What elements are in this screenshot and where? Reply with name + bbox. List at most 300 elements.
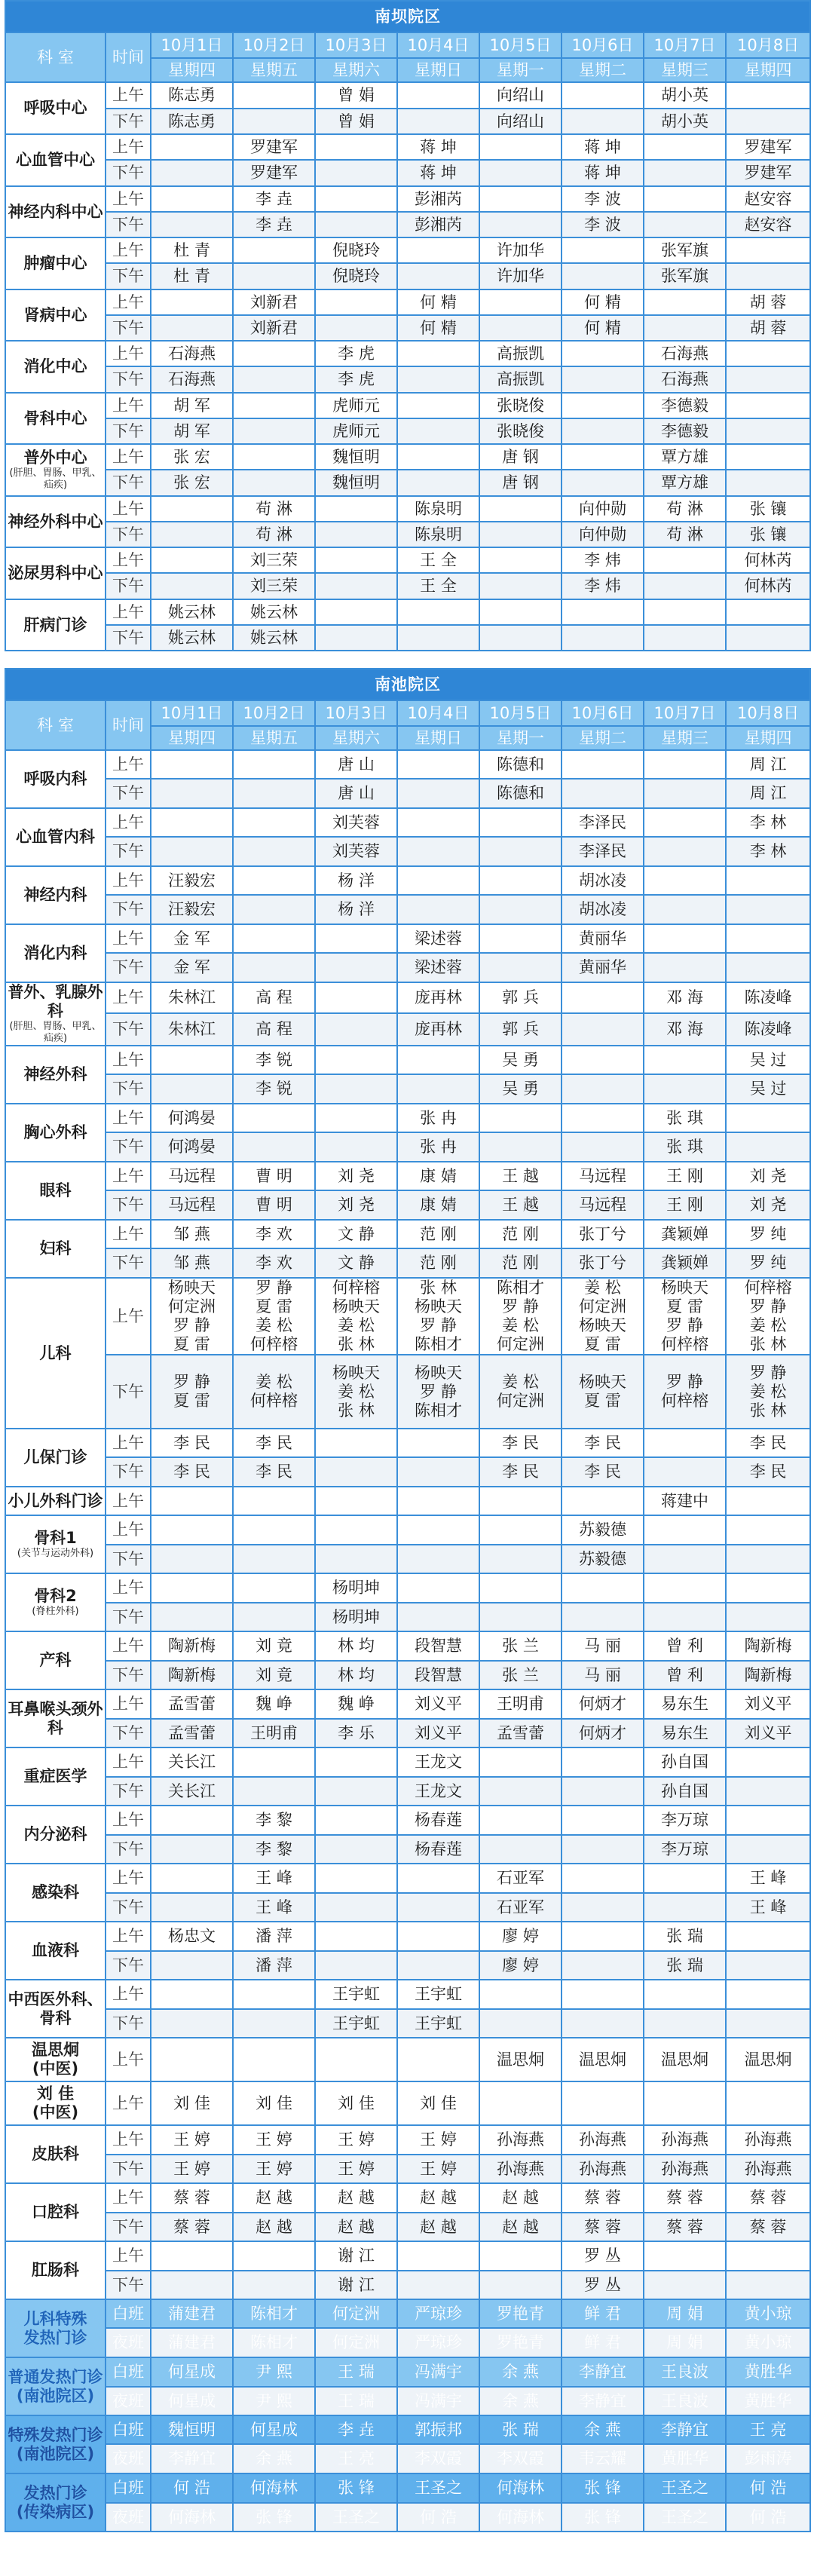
doctor-cell — [726, 953, 810, 982]
doctor-cell — [233, 2038, 315, 2081]
date-header-row — [5, 700, 810, 726]
doctor-cell — [562, 1747, 644, 1777]
doctor-cell: 马远程 — [151, 1190, 233, 1220]
doctor-cell: 何鸿晏 — [151, 1132, 233, 1162]
doctor-cell — [315, 1951, 397, 1980]
doctor-cell — [479, 1487, 562, 1515]
doctor-cell: 马远程 — [562, 1162, 644, 1190]
doctor-cell: 彭湘芮 — [397, 212, 479, 237]
doctor-cell — [562, 418, 644, 444]
department-subtitle: (肝胆、胃肠、甲乳、疝疾) — [9, 467, 102, 491]
doctor-cell — [726, 82, 810, 109]
doctor-cell: 吴 过 — [726, 1046, 810, 1074]
doctor-cell: 唐 山 — [315, 750, 397, 779]
doctor-cell: 王圣之 — [397, 2473, 479, 2503]
doctor-cell: 黄丽华 — [562, 924, 644, 953]
period-label: 上午 — [106, 1689, 151, 1719]
doctor-cell: 苟 淋 — [644, 522, 726, 547]
doctor-cell — [562, 82, 644, 109]
doctor-cell — [479, 289, 562, 315]
doctor-cell: 黄胜华 — [726, 2387, 810, 2415]
doctor-cell: 曾 娟 — [315, 82, 397, 109]
schedule-row — [5, 212, 810, 237]
doctor-cell — [151, 212, 233, 237]
period-label: 下午 — [106, 1190, 151, 1220]
doctor-cell: 张 宏 — [151, 470, 233, 496]
doctor-cell: 向仲勋 — [562, 496, 644, 522]
doctor-cell — [644, 837, 726, 866]
doctor-cell: 李 民 — [726, 1429, 810, 1457]
doctor-cell — [562, 1603, 644, 1631]
doctor-cell: 王宇虹 — [315, 1980, 397, 2009]
department-label: 骨科中心 — [23, 409, 87, 427]
schedule-row — [5, 547, 810, 573]
doctor-cell: 张 镶 — [726, 496, 810, 522]
doctor-cell — [562, 625, 644, 651]
schedule-row — [5, 366, 810, 393]
doctor-cell: 王 峰 — [726, 1864, 810, 1893]
department-name — [5, 496, 106, 547]
doctor-cell — [479, 1806, 562, 1835]
doctor-cell: 邹 燕 — [151, 1248, 233, 1278]
schedule-row — [5, 2183, 810, 2213]
doctor-cell — [151, 2038, 233, 2081]
doctor-cell: 李泽民 — [562, 837, 644, 866]
doctor-cell — [644, 1573, 726, 1603]
doctor-cell: 马远程 — [151, 1162, 233, 1190]
weekday-header: 星期四 — [726, 58, 810, 82]
doctor-cell — [233, 1980, 315, 2009]
schedule-row — [5, 2241, 810, 2271]
doctor-cell: 王龙文 — [397, 1777, 479, 1806]
schedule-row — [5, 2299, 810, 2328]
doctor-cell — [726, 1603, 810, 1631]
doctor-cell: 何梓榕 罗 静 姜 松 张 林 — [726, 1278, 810, 1355]
date-header: 10月4日 — [397, 700, 479, 726]
doctor-cell: 蔡 蓉 — [726, 2183, 810, 2213]
doctor-cell: 李静宜 — [562, 2357, 644, 2387]
department-name — [5, 444, 106, 496]
doctor-cell: 刘 尧 — [726, 1162, 810, 1190]
doctor-cell: 段智慧 — [397, 1631, 479, 1661]
doctor-cell: 孟雪蕾 — [151, 1689, 233, 1719]
period-label: 上午 — [106, 444, 151, 470]
doctor-cell: 陈相才 — [233, 2299, 315, 2328]
department-name — [5, 1162, 106, 1220]
doctor-cell: 倪晓玲 — [315, 237, 397, 263]
doctor-cell — [562, 341, 644, 366]
schedule-row — [5, 109, 810, 134]
department-label: 眼科 — [39, 1181, 72, 1199]
doctor-cell — [233, 953, 315, 982]
weekday-header: 星期四 — [726, 726, 810, 750]
doctor-cell — [315, 1893, 397, 1922]
doctor-cell: 严琼珍 — [397, 2328, 479, 2357]
doctor-cell: 孟雪蕾 — [151, 1719, 233, 1747]
doctor-cell: 林 均 — [315, 1661, 397, 1689]
doctor-cell: 冯满宇 — [397, 2387, 479, 2415]
doctor-cell: 蔡 蓉 — [151, 2183, 233, 2213]
period-label: 下午 — [106, 2213, 151, 2241]
doctor-cell — [644, 953, 726, 982]
doctor-cell — [151, 1806, 233, 1835]
doctor-cell: 杨 洋 — [315, 866, 397, 895]
doctor-cell — [151, 496, 233, 522]
doctor-cell: 罗 静 何梓榕 — [644, 1355, 726, 1429]
doctor-cell — [562, 393, 644, 418]
department-name — [5, 1515, 106, 1573]
doctor-cell: 苏毅德 — [562, 1515, 644, 1545]
schedule-row — [5, 1603, 810, 1631]
doctor-cell: 刘三荣 — [233, 573, 315, 599]
doctor-cell: 石海燕 — [644, 366, 726, 393]
doctor-cell — [151, 1893, 233, 1922]
doctor-cell — [562, 263, 644, 289]
period-column-header: 时间 — [106, 700, 151, 750]
section-title: 南坝院区 — [5, 1, 810, 32]
doctor-cell — [315, 134, 397, 160]
doctor-cell: 杨映天 姜 松 张 林 — [315, 1355, 397, 1429]
period-label: 下午 — [106, 953, 151, 982]
schedule-row — [5, 1545, 810, 1573]
doctor-cell: 吴 过 — [726, 1074, 810, 1104]
doctor-cell: 张 琪 — [644, 1132, 726, 1162]
doctor-cell: 虎师元 — [315, 418, 397, 444]
doctor-cell: 张军旗 — [644, 237, 726, 263]
doctor-cell — [644, 779, 726, 808]
schedule-row — [5, 1922, 810, 1951]
doctor-cell: 李 民 — [233, 1429, 315, 1457]
schedule-row — [5, 1864, 810, 1893]
period-label: 上午 — [106, 1220, 151, 1248]
doctor-cell — [233, 895, 315, 924]
doctor-cell — [479, 1515, 562, 1545]
doctor-cell — [726, 2241, 810, 2271]
doctor-cell — [562, 1893, 644, 1922]
doctor-cell: 赵 越 — [479, 2213, 562, 2241]
doctor-cell: 陶新梅 — [726, 1661, 810, 1689]
period-label: 上午 — [106, 1429, 151, 1457]
doctor-cell: 杨映天 夏 雷 — [562, 1355, 644, 1429]
doctor-cell — [397, 393, 479, 418]
department-name — [5, 2357, 106, 2415]
doctor-cell — [479, 895, 562, 924]
department-name — [5, 2415, 106, 2473]
doctor-cell: 梁述蓉 — [397, 953, 479, 982]
doctor-cell: 陈相才 — [233, 2328, 315, 2357]
period-label: 下午 — [106, 522, 151, 547]
schedule-row — [5, 1190, 810, 1220]
doctor-cell: 姚云林 — [151, 599, 233, 625]
doctor-cell: 王良波 — [644, 2387, 726, 2415]
doctor-cell — [397, 750, 479, 779]
doctor-cell — [479, 522, 562, 547]
schedule-row — [5, 1777, 810, 1806]
doctor-cell: 何星成 — [151, 2357, 233, 2387]
doctor-cell — [151, 2241, 233, 2271]
period-label: 上午 — [106, 393, 151, 418]
doctor-cell — [644, 547, 726, 573]
doctor-cell — [644, 2241, 726, 2271]
period-label: 下午 — [106, 2009, 151, 2038]
doctor-cell: 王 全 — [397, 547, 479, 573]
doctor-cell: 魏恒明 — [151, 2415, 233, 2444]
doctor-cell: 李 欢 — [233, 1248, 315, 1278]
date-header: 10月2日 — [233, 700, 315, 726]
doctor-cell — [397, 2271, 479, 2299]
period-label: 夜班 — [106, 2444, 151, 2473]
department-label: 口腔科 — [32, 2203, 79, 2221]
department-name — [5, 1220, 106, 1278]
department-name — [5, 1922, 106, 1980]
date-header: 10月3日 — [315, 32, 397, 58]
doctor-cell — [397, 779, 479, 808]
period-label: 下午 — [106, 837, 151, 866]
doctor-cell: 孙海燕 — [479, 2125, 562, 2155]
doctor-cell: 李 欢 — [233, 1220, 315, 1248]
department-name — [5, 289, 106, 341]
doctor-cell: 王 全 — [397, 573, 479, 599]
doctor-cell — [397, 599, 479, 625]
doctor-cell: 温思炯 — [726, 2038, 810, 2081]
doctor-cell: 王圣之 — [644, 2473, 726, 2503]
period-label: 上午 — [106, 1864, 151, 1893]
doctor-cell: 魏恒明 — [315, 444, 397, 470]
date-header: 10月3日 — [315, 700, 397, 726]
period-label: 下午 — [106, 1835, 151, 1864]
doctor-cell: 罗 丛 — [562, 2271, 644, 2299]
doctor-cell — [479, 1104, 562, 1132]
doctor-cell — [562, 779, 644, 808]
schedule-row — [5, 1429, 810, 1457]
doctor-cell: 何定洲 — [315, 2328, 397, 2357]
doctor-cell — [397, 866, 479, 895]
doctor-cell — [151, 1545, 233, 1573]
doctor-cell: 刘新君 — [233, 315, 315, 341]
doctor-cell — [315, 1457, 397, 1487]
doctor-cell: 罗 静 姜 松 张 林 — [726, 1355, 810, 1429]
date-header: 10月1日 — [151, 32, 233, 58]
doctor-cell — [562, 1132, 644, 1162]
doctor-cell: 关长江 — [151, 1747, 233, 1777]
department-label: 中西医外科、骨科 — [8, 1989, 103, 2027]
department-label: 消化内科 — [23, 944, 87, 962]
doctor-cell: 姚云林 — [233, 599, 315, 625]
doctor-cell: 康 婧 — [397, 1162, 479, 1190]
schedule-row — [5, 1013, 810, 1046]
doctor-cell: 王 瑞 — [315, 2357, 397, 2387]
doctor-cell: 王龙文 — [397, 1747, 479, 1777]
department-name — [5, 1864, 106, 1922]
doctor-cell — [644, 1603, 726, 1631]
doctor-cell: 龚颖婵 — [644, 1220, 726, 1248]
doctor-cell — [479, 2271, 562, 2299]
doctor-cell — [233, 444, 315, 470]
department-name — [5, 2081, 106, 2125]
doctor-cell: 何海林 — [233, 2473, 315, 2503]
doctor-cell: 何海林 — [479, 2503, 562, 2532]
schedule-row — [5, 2444, 810, 2473]
doctor-cell: 胡 军 — [151, 418, 233, 444]
doctor-cell: 王 越 — [479, 1162, 562, 1190]
doctor-cell — [233, 1515, 315, 1545]
doctor-cell — [151, 160, 233, 186]
doctor-cell — [726, 924, 810, 953]
department-name — [5, 750, 106, 808]
doctor-cell — [233, 779, 315, 808]
department-label: 呼吸中心 — [23, 99, 87, 117]
doctor-cell — [562, 109, 644, 134]
doctor-cell — [644, 212, 726, 237]
schedule-row — [5, 2387, 810, 2415]
doctor-cell: 孟雪蕾 — [479, 1719, 562, 1747]
doctor-cell — [644, 160, 726, 186]
doctor-cell — [726, 263, 810, 289]
doctor-cell: 周 娟 — [644, 2328, 726, 2357]
doctor-cell — [644, 599, 726, 625]
doctor-cell — [397, 418, 479, 444]
doctor-cell: 黄丽华 — [562, 953, 644, 982]
date-header-row — [5, 32, 810, 58]
doctor-cell: 马 丽 — [562, 1631, 644, 1661]
doctor-cell: 赵 越 — [397, 2213, 479, 2241]
doctor-cell — [726, 418, 810, 444]
department-label: 发热门诊 (传染病区) — [16, 2483, 95, 2521]
schedule-row — [5, 982, 810, 1013]
department-label: 产科 — [39, 1651, 72, 1669]
doctor-cell: 郭 兵 — [479, 1013, 562, 1046]
period-label: 下午 — [106, 1013, 151, 1046]
date-header: 10月6日 — [562, 700, 644, 726]
department-label: 儿科特殊 发热门诊 — [23, 2309, 87, 2347]
doctor-cell — [644, 1515, 726, 1545]
schedule-row — [5, 1835, 810, 1864]
schedule-table — [5, 0, 811, 651]
department-name — [5, 2125, 106, 2183]
doctor-cell: 魏 峥 — [233, 1689, 315, 1719]
doctor-cell: 王 婷 — [151, 2155, 233, 2183]
doctor-cell: 唐 钢 — [479, 470, 562, 496]
doctor-cell — [644, 1864, 726, 1893]
doctor-cell — [479, 866, 562, 895]
doctor-cell — [562, 366, 644, 393]
doctor-cell — [562, 1104, 644, 1132]
department-label: 泌尿男科中心 — [8, 564, 103, 582]
doctor-cell: 赵安容 — [726, 212, 810, 237]
doctor-cell: 陶新梅 — [151, 1631, 233, 1661]
period-label: 上午 — [106, 82, 151, 109]
doctor-cell: 朱林江 — [151, 1013, 233, 1046]
period-label: 下午 — [106, 1893, 151, 1922]
doctor-cell: 温思炯 — [644, 2038, 726, 2081]
doctor-cell — [315, 953, 397, 982]
doctor-cell: 王 婷 — [233, 2155, 315, 2183]
doctor-cell — [479, 1980, 562, 2009]
doctor-cell — [479, 212, 562, 237]
doctor-cell: 张 瑞 — [644, 1951, 726, 1980]
doctor-cell: 李 波 — [562, 212, 644, 237]
schedule-row — [5, 2357, 810, 2387]
doctor-cell — [315, 1747, 397, 1777]
doctor-cell — [315, 1104, 397, 1132]
schedule-row — [5, 808, 810, 837]
weekday-header: 星期日 — [397, 58, 479, 82]
doctor-cell: 马 丽 — [562, 1661, 644, 1689]
department-name — [5, 2473, 106, 2532]
doctor-cell: 何定洲 — [315, 2299, 397, 2328]
doctor-cell — [315, 982, 397, 1013]
doctor-cell: 梁述蓉 — [397, 924, 479, 953]
doctor-cell: 孙海燕 — [726, 2125, 810, 2155]
doctor-cell — [151, 1951, 233, 1980]
schedule-row — [5, 134, 810, 160]
weekday-header: 星期五 — [233, 58, 315, 82]
doctor-cell — [233, 1545, 315, 1573]
doctor-cell: 李 垚 — [315, 2415, 397, 2444]
doctor-cell: 孙海燕 — [562, 2155, 644, 2183]
doctor-cell — [479, 953, 562, 982]
department-name — [5, 2183, 106, 2241]
department-label: 心血管内科 — [16, 828, 95, 846]
department-name — [5, 599, 106, 651]
department-subtitle: (关节与运动外科) — [17, 1548, 94, 1559]
doctor-cell: 王 婷 — [315, 2125, 397, 2155]
doctor-cell: 曾 利 — [644, 1631, 726, 1661]
doctor-cell: 李 民 — [151, 1429, 233, 1457]
doctor-cell: 张 锋 — [233, 2503, 315, 2532]
doctor-cell: 张 宏 — [151, 444, 233, 470]
doctor-cell: 胡 蓉 — [726, 289, 810, 315]
doctor-cell: 金 军 — [151, 924, 233, 953]
doctor-cell: 陈志勇 — [151, 109, 233, 134]
doctor-cell — [151, 289, 233, 315]
doctor-cell: 张 林 杨映天 罗 静 陈相才 — [397, 1278, 479, 1355]
doctor-cell: 刘义平 — [726, 1719, 810, 1747]
doctor-cell: 蒋 坤 — [562, 134, 644, 160]
doctor-cell — [479, 599, 562, 625]
doctor-cell — [726, 1747, 810, 1777]
schedule-row — [5, 2038, 810, 2081]
doctor-cell — [315, 2038, 397, 2081]
department-label: 神经外科 — [23, 1065, 87, 1083]
doctor-cell — [397, 895, 479, 924]
schedule-row — [5, 1661, 810, 1689]
doctor-cell — [726, 1132, 810, 1162]
doctor-cell: 杜 青 — [151, 263, 233, 289]
dept-column-header: 科 室 — [5, 700, 106, 750]
doctor-cell: 罗建军 — [233, 160, 315, 186]
doctor-cell: 吴 勇 — [479, 1074, 562, 1104]
period-label: 下午 — [106, 573, 151, 599]
doctor-cell: 倪晓玲 — [315, 263, 397, 289]
doctor-cell: 李 垚 — [233, 212, 315, 237]
doctor-cell — [562, 1922, 644, 1951]
doctor-cell — [562, 982, 644, 1013]
doctor-cell — [562, 444, 644, 470]
doctor-cell — [644, 1457, 726, 1487]
doctor-cell: 刘三荣 — [233, 547, 315, 573]
department-label: 普外中心 — [23, 449, 87, 467]
doctor-cell — [562, 599, 644, 625]
doctor-cell — [233, 837, 315, 866]
doctor-cell: 何鸿晏 — [151, 1104, 233, 1132]
weekday-header: 星期四 — [151, 726, 233, 750]
doctor-cell: 李德毅 — [644, 418, 726, 444]
period-label: 上午 — [106, 341, 151, 366]
doctor-cell — [233, 808, 315, 837]
doctor-cell: 杨明坤 — [315, 1603, 397, 1631]
doctor-cell: 何炳才 — [562, 1719, 644, 1747]
